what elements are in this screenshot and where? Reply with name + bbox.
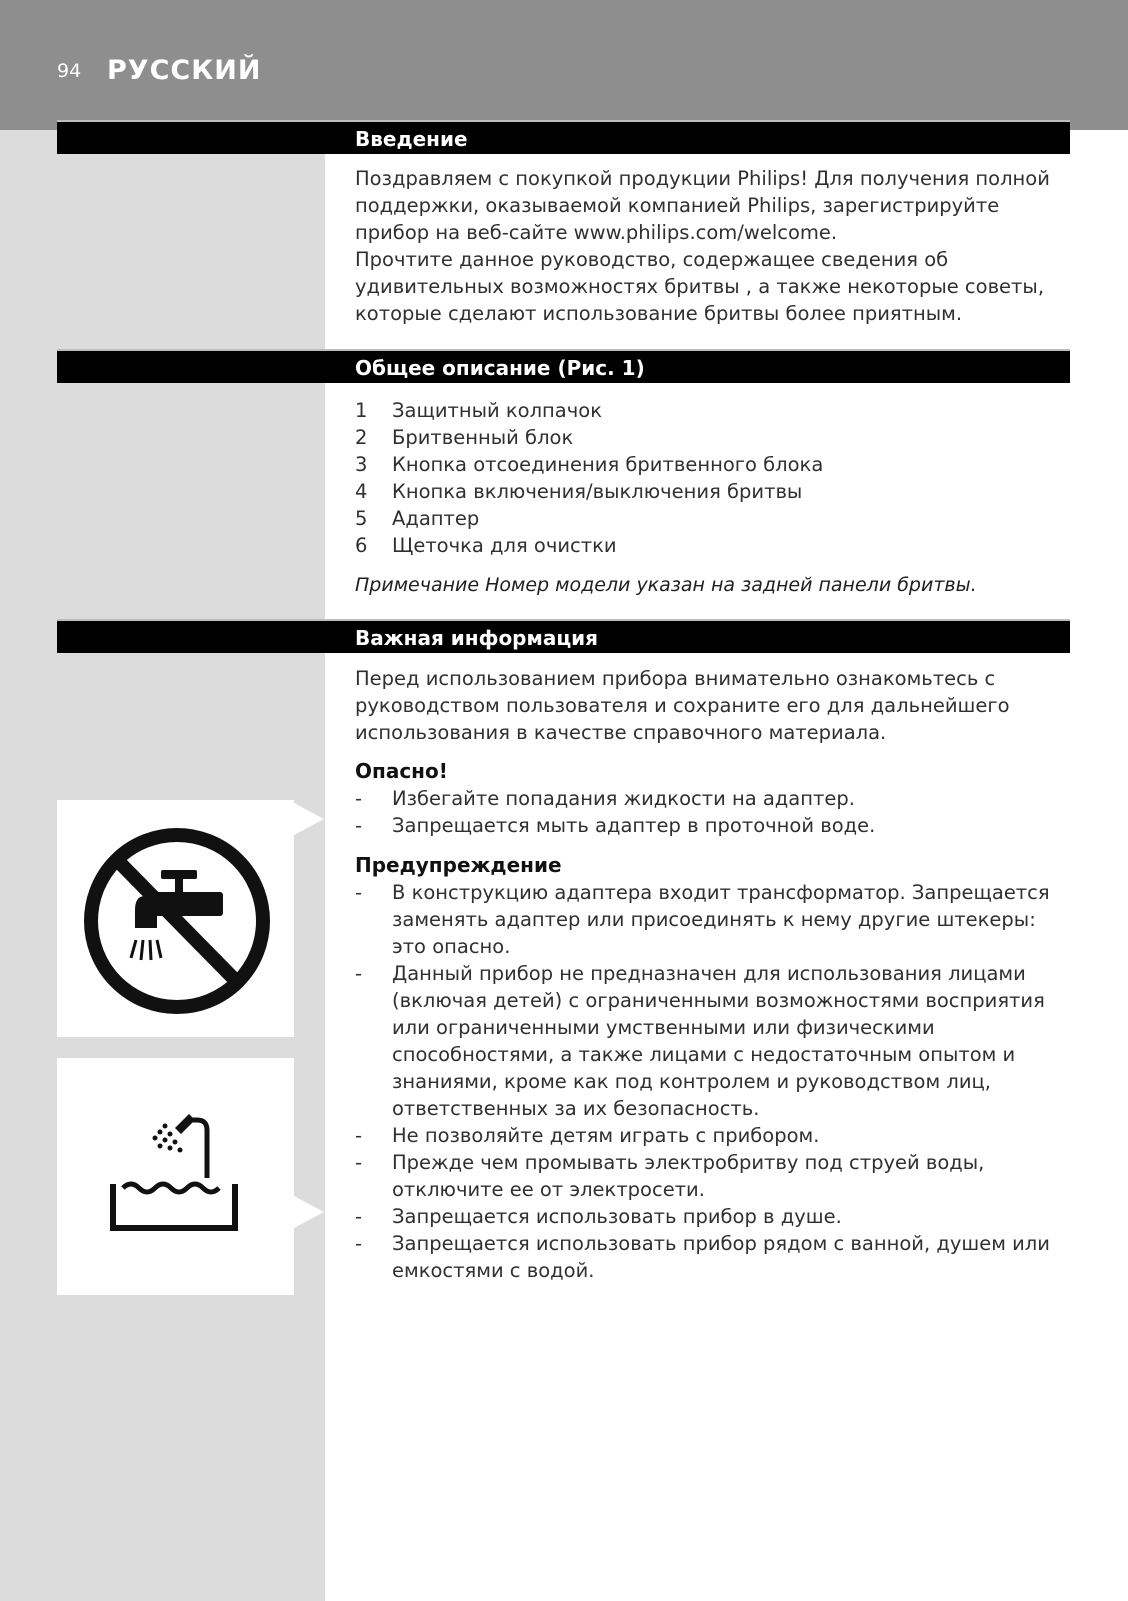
- item-number: 4: [355, 480, 368, 503]
- figure-pointer: [294, 1196, 324, 1228]
- item-text: Избегайте попадания жидкости на адаптер.: [392, 787, 855, 810]
- list-item: [355, 960, 1070, 1122]
- list-item: [355, 478, 1065, 505]
- list-item: [355, 1149, 1070, 1203]
- section-title: Важная информация: [355, 626, 599, 650]
- list-item: [355, 812, 1070, 839]
- item-number: 2: [355, 426, 368, 449]
- item-label: Кнопка включения/выключения бритвы: [392, 480, 803, 503]
- important-intro: Перед использованием прибора внимательно ознакомьтесь с руководством пользователя и сохраните его для дальнейшего использования в качестве справочного материала.: [355, 667, 1010, 744]
- language-title: РУССКИЙ: [107, 55, 262, 86]
- item-text: Запрещается использовать прибор рядом с ванной, душем или емкостями с водой.: [392, 1232, 1050, 1282]
- intro-text: [355, 165, 1065, 327]
- list-item: [355, 424, 1065, 451]
- item-text: Не позволяйте детям играть с прибором.: [392, 1124, 820, 1147]
- item-label: Защитный колпачок: [392, 399, 602, 422]
- bath-shower-icon: [57, 1058, 294, 1295]
- bullet-dash: -: [355, 1151, 363, 1174]
- list-item: [355, 1230, 1070, 1284]
- model-note: Примечание Номер модели указан на задней панели бритвы.: [355, 574, 977, 596]
- intro-paragraph-2: Прочтите данное руководство, содержащее сведения об удивительных возможностях бритвы , а также некоторые советы, которые сделают использование бритвы более приятным.: [355, 248, 1045, 325]
- item-label: Адаптер: [392, 507, 480, 530]
- warning-list: [355, 879, 1070, 1284]
- list-item: [355, 1122, 1070, 1149]
- item-text: Данный прибор не предназначен для использования лицами (включая детей) с ограниченными возможностями восприятия или ограниченными умственными или физическими способностями, а также лицами с недостаточным опытом и знаниями, кроме как под контролем и руководством лиц, ответственных за их безопасность.: [392, 962, 1045, 1120]
- list-item: [355, 785, 1070, 812]
- list-item: [355, 451, 1065, 478]
- no-water-figure: [57, 800, 294, 1037]
- danger-list: [355, 785, 1070, 839]
- bullet-dash: -: [355, 1232, 363, 1255]
- no-running-water-icon: [57, 800, 294, 1037]
- item-label: Щеточка для очистки: [392, 534, 617, 557]
- item-number: 3: [355, 453, 368, 476]
- list-item: [355, 1203, 1070, 1230]
- item-text: Запрещается использовать прибор в душе.: [392, 1205, 842, 1228]
- item-text: Прежде чем промывать электробритву под струей воды, отключите ее от электросети.: [392, 1151, 985, 1201]
- bath-figure: [57, 1058, 294, 1295]
- danger-heading: Опасно!: [355, 759, 448, 783]
- item-text: Запрещается мыть адаптер в проточной воде.: [392, 814, 876, 837]
- page-number: 94: [57, 60, 82, 82]
- section-header-general: [57, 349, 1070, 383]
- warning-heading: Предупреждение: [355, 853, 562, 877]
- list-item: [355, 397, 1065, 424]
- item-label: Бритвенный блок: [392, 426, 574, 449]
- section-header-important: [57, 619, 1070, 653]
- intro-paragraph-1: Поздравляем с покупкой продукции Philips! Для получения полной поддержки, оказываемой компанией Philips, зарегистрируйте прибор на веб-сайте www.philips.com/welcome.: [355, 167, 1050, 244]
- section-header-intro: [57, 120, 1070, 154]
- list-item: [355, 505, 1065, 532]
- item-text: В конструкцию адаптера входит трансформатор. Запрещается заменять адаптер или присоединять к нему другие штекеры: это опасно.: [392, 881, 1050, 958]
- bullet-dash: -: [355, 962, 363, 985]
- parts-list: [355, 397, 1065, 559]
- item-number: 5: [355, 507, 368, 530]
- figure-pointer: [294, 803, 324, 835]
- section-title: Введение: [355, 127, 468, 151]
- list-item: [355, 532, 1065, 559]
- bullet-dash: -: [355, 1124, 363, 1147]
- section-title: Общее описание (Рис. 1): [355, 356, 645, 380]
- item-number: 6: [355, 534, 368, 557]
- item-label: Кнопка отсоединения бритвенного блока: [392, 453, 824, 476]
- bullet-dash: -: [355, 787, 363, 810]
- item-number: 1: [355, 399, 368, 422]
- bullet-dash: -: [355, 1205, 363, 1228]
- bullet-dash: -: [355, 814, 363, 837]
- list-item: [355, 879, 1070, 960]
- bullet-dash: -: [355, 881, 363, 904]
